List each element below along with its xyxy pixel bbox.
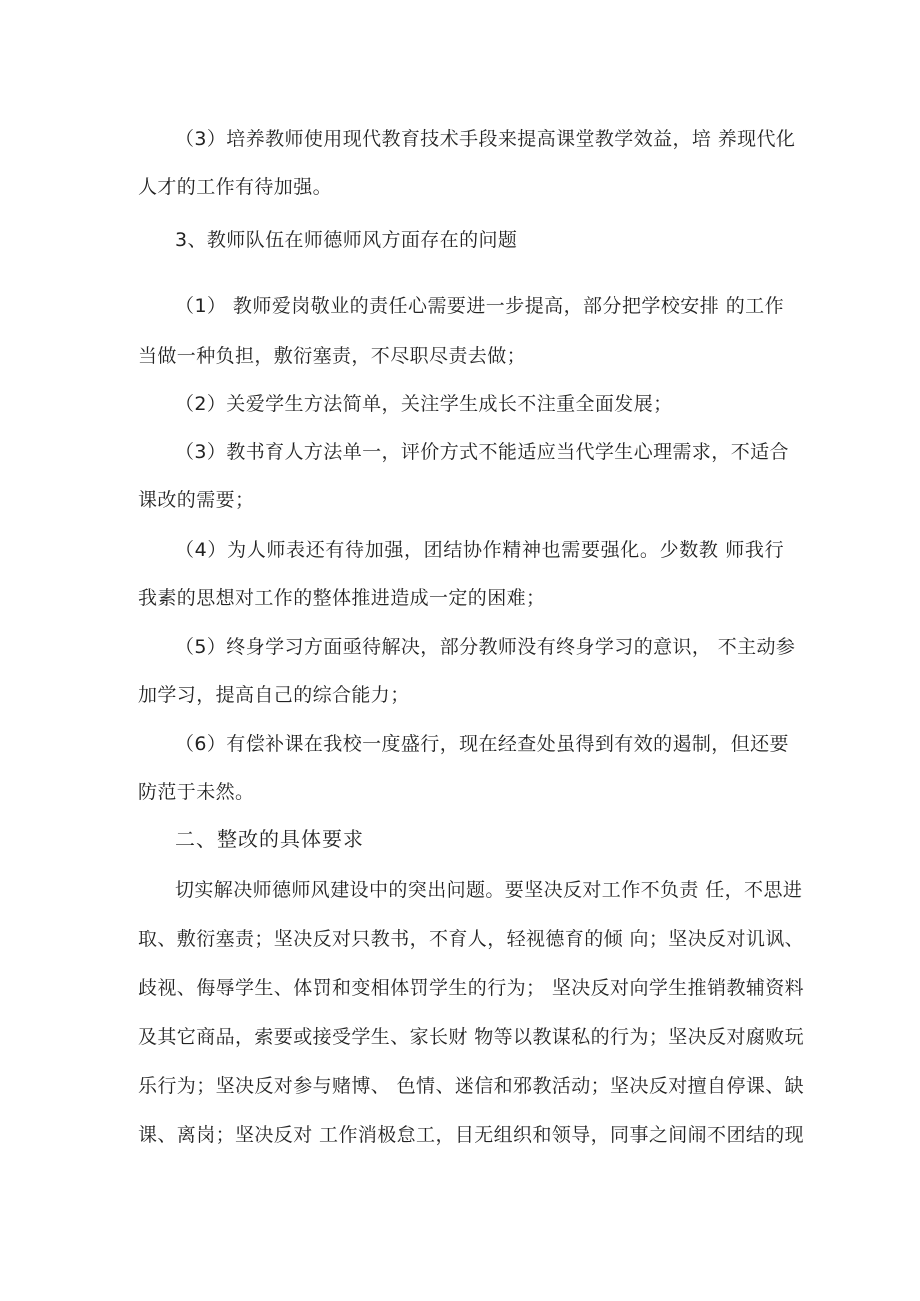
paragraph-line: 防范于未然。 — [138, 781, 255, 803]
paragraph-line: （3）培养教师使用现代教育技术手段来提高课堂教学效益，培 养现代化 — [175, 128, 796, 150]
paragraph-line: 歧视、侮辱学生、体罚和变相体罚学生的行为； 坚决反对向学生推销教辅资料 — [138, 977, 805, 999]
paragraph-line: （6）有偿补课在我校一度盛行，现在经查处虽得到有效的遏制，但还要 — [175, 733, 789, 755]
paragraph-line: （1） 教师爱岗敬业的责任心需要进一步提高，部分把学校安排 的工作 — [175, 295, 784, 317]
paragraph-line: 切实解决师德师风建设中的突出问题。要坚决反对工作不负责 任，不思进 — [175, 879, 803, 901]
paragraph-line: （4）为人师表还有待加强，团结协作精神也需要强化。少数教 师我行 — [175, 539, 784, 561]
paragraph-line: 乐行为；坚决反对参与赌博、 色情、迷信和邪教活动；坚决反对擅自停课、缺 — [138, 1075, 805, 1097]
paragraph-line: 及其它商品，索要或接受学生、家长财 物等以教谋私的行为；坚决反对腐败玩 — [138, 1026, 805, 1048]
paragraph-line: 当做一种负担，敷衍塞责，不尽职尽责去做； — [138, 345, 527, 367]
paragraph-line: 课、离岗；坚决反对 工作消极怠工，目无组织和领导，同事之间闹不团结的现 — [138, 1124, 805, 1146]
paragraph-line: 课改的需要； — [138, 489, 255, 511]
paragraph-line: （5）终身学习方面亟待解决，部分教师没有终身学习的意识， 不主动参 — [175, 636, 796, 658]
paragraph-line: （3）教书育人方法单一，评价方式不能适应当代学生心理需求，不适合 — [175, 441, 789, 463]
section-subheading: 3、教师队伍在师德师风方面存在的问题 — [175, 229, 518, 251]
paragraph-line: 加学习，提高自己的综合能力； — [138, 684, 410, 706]
paragraph-line: 我素的思想对工作的整体推进造成一定的困难； — [138, 587, 546, 609]
paragraph-line: 人才的工作有待加强。 — [138, 176, 333, 198]
paragraph-line: （2）关爱学生方法简单，关注学生成长不注重全面发展； — [175, 393, 673, 415]
section-heading: 二、整改的具体要求 — [175, 827, 364, 851]
paragraph-line: 取、敷衍塞责；坚决反对只教书，不育人，轻视德育的倾 向；坚决反对讥讽、 — [138, 928, 805, 950]
